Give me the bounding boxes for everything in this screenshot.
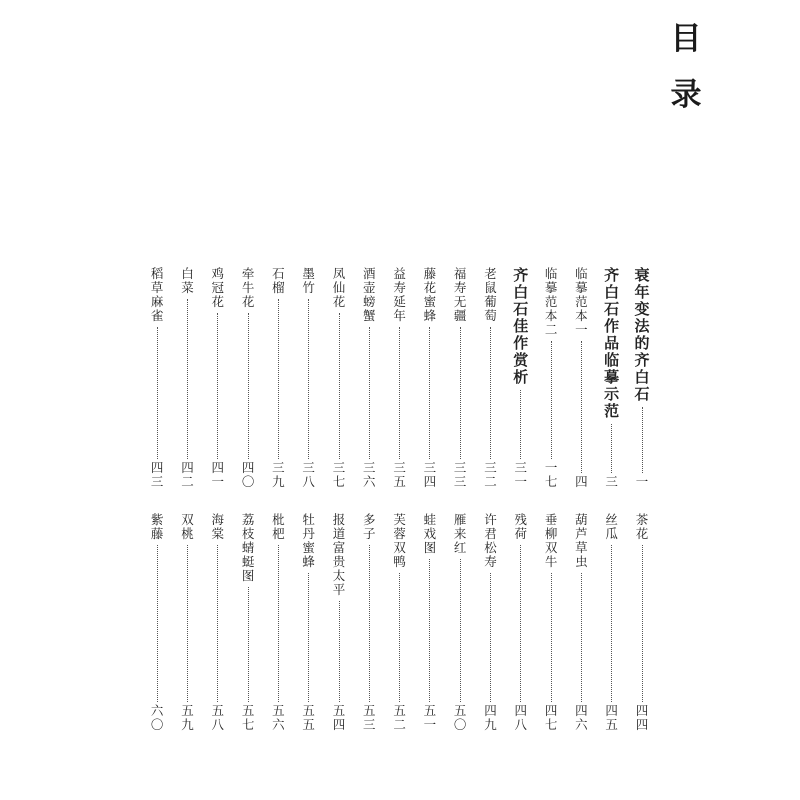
- toc-entry-page: 三 八: [302, 460, 315, 489]
- toc-entry-title: 枇 杷: [272, 512, 285, 541]
- toc-entry-title: 牡 丹 蜜 蜂: [302, 512, 315, 569]
- toc-leader-dots: [278, 545, 279, 702]
- toc-entry-page: 三 三: [453, 460, 467, 489]
- toc-entry-title: 石 榴: [272, 266, 285, 295]
- toc-entry-page: 五 五: [302, 703, 315, 732]
- toc-entry-page: 三 二: [484, 460, 497, 489]
- toc-leader-dots: [187, 299, 188, 459]
- toc-entry[interactable]: [482, 268, 500, 490]
- toc-entry[interactable]: [421, 268, 439, 490]
- toc-entry-title: 福 寿 无 疆: [453, 266, 467, 323]
- toc-entry-page: 三 九: [272, 460, 285, 489]
- toc-entry[interactable]: [451, 514, 469, 733]
- toc-entry-title: 凤 仙 花: [332, 266, 346, 309]
- toc-entry[interactable]: [482, 514, 500, 733]
- toc-leader-dots: [460, 327, 461, 459]
- toc-entry-page: 五 四: [332, 703, 346, 732]
- toc-entry[interactable]: [542, 514, 560, 733]
- toc-entry-title: 许 君 松 寿: [484, 512, 497, 569]
- toc-leader-dots: [157, 327, 158, 459]
- toc-leader-dots: [551, 341, 552, 459]
- toc-entry-page: 四 〇: [241, 460, 255, 489]
- toc-entry-page: 五 六: [272, 703, 285, 732]
- toc-entry-page: 五 一: [423, 703, 437, 732]
- toc-entry-page: 一 七: [544, 460, 558, 489]
- toc-entry[interactable]: [603, 514, 621, 733]
- toc-entry[interactable]: [421, 514, 439, 733]
- toc-entry-title: 老 鼠 葡 萄: [484, 266, 497, 323]
- toc-entry[interactable]: [602, 268, 622, 490]
- page-title: [668, 21, 704, 113]
- toc-entry-title: 茶 花: [635, 512, 649, 541]
- toc-leader-dots: [369, 327, 370, 459]
- toc-entry-title: 海 棠: [211, 512, 225, 541]
- toc-entry-title: 酒 壶 螃 蟹: [363, 266, 376, 323]
- toc-entry[interactable]: [179, 514, 197, 733]
- toc-entry-page: 三 六: [363, 460, 376, 489]
- toc-leader-dots: [369, 545, 370, 702]
- toc-leader-dots: [642, 545, 643, 702]
- toc-entry-page: 四: [575, 474, 588, 489]
- toc-leader-dots: [581, 573, 582, 702]
- toc-entry-page: 三: [605, 474, 618, 489]
- toc-entry[interactable]: [391, 514, 409, 733]
- toc-entry-page: 四 二: [181, 460, 194, 489]
- toc-entry[interactable]: [330, 268, 348, 490]
- toc-entry[interactable]: [330, 514, 348, 733]
- page-title-char: 录: [670, 77, 702, 113]
- toc-entry[interactable]: [360, 514, 378, 733]
- toc-entry[interactable]: [209, 268, 227, 490]
- toc-entry-title: 丝 瓜: [605, 512, 618, 541]
- toc-entry-title: 荔 枝 蜻 蜓 图: [241, 512, 255, 583]
- toc-leader-dots: [490, 327, 491, 459]
- toc-leader-dots: [611, 545, 612, 702]
- toc-entry-title: 报 道 富 贵 太 平: [332, 512, 346, 597]
- toc-entry-page: 四 五: [605, 703, 618, 732]
- toc-entry-title: 蛙 戏 图: [423, 512, 437, 555]
- toc-leader-dots: [217, 545, 218, 702]
- toc-leader-dots: [308, 573, 309, 702]
- toc-entry-title: 衰 年 变 法 的 齐 白 石: [634, 266, 650, 403]
- toc-leader-dots: [339, 313, 340, 459]
- toc-entry-title: 齐 白 石 佳 作 赏 析: [513, 266, 529, 386]
- toc-entry-title: 藤 花 蜜 蜂: [423, 266, 437, 323]
- toc-entry-page: 三 七: [332, 460, 346, 489]
- toc-entry-title: 芙 蓉 双 鸭: [393, 512, 406, 569]
- toc-leader-dots: [490, 573, 491, 702]
- toc-entry-title: 双 桃: [181, 512, 194, 541]
- toc-entry[interactable]: [239, 268, 257, 490]
- toc-leader-dots: [308, 299, 309, 459]
- toc-leader-dots: [642, 407, 643, 473]
- toc-entry[interactable]: [360, 268, 378, 490]
- toc-entry[interactable]: [148, 268, 166, 490]
- toc-entry-title: 多 子: [363, 512, 376, 541]
- toc-leader-dots: [611, 424, 612, 473]
- toc-entry[interactable]: [632, 268, 652, 490]
- toc-entry-title: 益 寿 延 年: [393, 266, 406, 323]
- toc-entry[interactable]: [209, 514, 227, 733]
- toc-leader-dots: [278, 299, 279, 459]
- toc-leader-dots: [217, 313, 218, 459]
- toc-entry-title: 残 荷: [514, 512, 528, 541]
- toc-entry[interactable]: [148, 514, 166, 733]
- toc-leader-dots: [339, 601, 340, 702]
- toc-entry-title: 垂 柳 双 牛: [544, 512, 558, 569]
- toc-entry[interactable]: [633, 514, 651, 733]
- toc-leader-dots: [429, 327, 430, 459]
- toc-entry-page: 五 七: [241, 703, 255, 732]
- toc-entry-title: 临 摹 范 本 一: [575, 266, 588, 337]
- page-title-char: 目: [670, 21, 702, 57]
- toc-leader-dots: [399, 573, 400, 702]
- toc-entry-page: 三 五: [393, 460, 406, 489]
- toc-leader-dots: [520, 545, 521, 702]
- toc-leader-dots: [248, 587, 249, 702]
- toc-entry[interactable]: [451, 268, 469, 490]
- toc-entry-page: 三 一: [514, 460, 528, 489]
- toc-leader-dots: [187, 545, 188, 702]
- toc-entry-title: 紫 藤: [150, 512, 164, 541]
- toc-leader-dots: [248, 313, 249, 459]
- toc-entry-page: 四 八: [514, 703, 528, 732]
- toc-entry-page: 四 一: [211, 460, 225, 489]
- toc-entry[interactable]: [572, 514, 590, 733]
- toc-entry-page: 四 六: [575, 703, 588, 732]
- toc-entry[interactable]: [512, 514, 530, 733]
- toc-entry-title: 白 菜: [181, 266, 194, 295]
- toc-leader-dots: [551, 573, 552, 702]
- toc-leader-dots: [157, 545, 158, 702]
- toc-entry[interactable]: [239, 514, 257, 733]
- toc-entry-page: 五 〇: [453, 703, 467, 732]
- toc-entry-title: 牵 牛 花: [241, 266, 255, 309]
- toc-leader-dots: [520, 390, 521, 459]
- toc-entry-title: 鸡 冠 花: [211, 266, 225, 309]
- toc-leader-dots: [429, 559, 430, 702]
- toc-entry-page: 四 九: [484, 703, 497, 732]
- toc-entry-title: 墨 竹: [302, 266, 315, 295]
- toc-leader-dots: [460, 559, 461, 702]
- toc-entry-title: 临 摹 范 本 二: [544, 266, 558, 337]
- toc-entry[interactable]: [391, 268, 409, 490]
- toc-leader-dots: [399, 327, 400, 459]
- toc-entry[interactable]: [269, 514, 287, 733]
- toc-entry-page: 一: [635, 474, 649, 489]
- toc-entry-page: 六 〇: [150, 703, 164, 732]
- toc-entry[interactable]: [572, 268, 590, 490]
- toc-entry-page: 四 三: [150, 460, 164, 489]
- toc-entry-page: 五 二: [393, 703, 406, 732]
- toc-entry-title: 齐 白 石 作 品 临 摹 示 范: [604, 266, 620, 420]
- toc-entry-title: 葫 芦 草 虫: [575, 512, 588, 569]
- toc-entry-page: 五 三: [363, 703, 376, 732]
- toc-entry[interactable]: [300, 268, 318, 490]
- toc-entry-title: 稻 草 麻 雀: [150, 266, 164, 323]
- toc-entry-page: 四 四: [635, 703, 649, 732]
- toc-entry[interactable]: [179, 268, 197, 490]
- toc-entry-title: 雁 来 红: [453, 512, 467, 555]
- toc-entry-page: 五 八: [211, 703, 225, 732]
- toc-entry[interactable]: [542, 268, 560, 490]
- toc-entry[interactable]: [300, 514, 318, 733]
- toc-entry[interactable]: [511, 268, 531, 490]
- toc-entry[interactable]: [269, 268, 287, 490]
- toc-leader-dots: [581, 341, 582, 473]
- toc-entry-page: 四 七: [544, 703, 558, 732]
- toc-entry-page: 三 四: [423, 460, 437, 489]
- toc-entry-page: 五 九: [181, 703, 194, 732]
